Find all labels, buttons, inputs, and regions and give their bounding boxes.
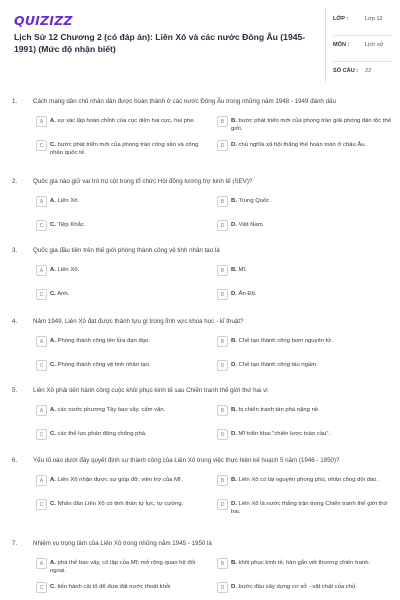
option-badge-b[interactable]: B xyxy=(217,475,228,486)
question-text: Yếu tố nào dưới đây quyết định sự thành công của Liên Xô trong việc thực hiện kế hoạch 5 năm (1946 - 1950)? xyxy=(33,457,340,464)
option-letter: A. xyxy=(50,267,56,273)
option-badge-d[interactable]: D xyxy=(217,220,228,231)
option-body: chủ nghĩa xã hội thắng thế hoàn toàn ở châu Âu. xyxy=(238,142,367,148)
question-number: 6. xyxy=(12,457,18,464)
option-letter: D. xyxy=(231,291,237,297)
option-text xyxy=(50,290,212,298)
option-body: các nước phương Tây bao vây, cấm vận. xyxy=(57,407,166,413)
option-letter: C. xyxy=(50,431,56,437)
question-text: Liên Xô phải tiến hành công cuộc khôi phục kinh tế sau Chiến tranh thế giới thứ hai vì xyxy=(33,387,268,394)
option-letter: D. xyxy=(231,501,237,507)
option-body: Việt Nam. xyxy=(238,222,265,228)
question-text: Quốc gia nào giữ vai trò trụ cột trong tổ chức Hội đồng tương trợ kinh tế (SEV)? xyxy=(33,178,253,185)
option-body: bước đầu xây dựng cơ sở - vật chất của chủ xyxy=(238,584,356,590)
option-badge-d[interactable]: D xyxy=(217,429,228,440)
option-letter: D. xyxy=(231,431,237,437)
option-text xyxy=(50,430,212,438)
option-body: Chế tạo thành công tàu ngầm. xyxy=(238,362,318,368)
subject-label: MÔN : xyxy=(333,42,350,48)
option-text xyxy=(50,500,212,508)
option-badge-a[interactable]: A xyxy=(36,475,47,486)
quizizz-logo: QUIZIZZ xyxy=(14,13,73,28)
question-number: 5. xyxy=(12,387,18,394)
question-text: Năm 1949, Liên Xô đạt được thành tựu gì trong lĩnh vực khoa học - kĩ thuật? xyxy=(33,318,244,325)
option-body: bị chiến tranh tàn phá nặng nề. xyxy=(238,407,320,413)
meta-separator xyxy=(333,61,393,62)
option-letter: A. xyxy=(50,407,56,413)
option-text xyxy=(50,337,212,345)
option-text xyxy=(50,476,212,484)
option-body: Ấn Độ. xyxy=(238,291,257,297)
option-badge-d[interactable]: D xyxy=(217,140,228,151)
option-text xyxy=(50,221,212,229)
option-body: bước phát triển mới của phong trào công sản và công nhân quốc tế. xyxy=(50,142,199,156)
option-body: Mĩ triển khai "chiến lược toàn cầu". xyxy=(238,431,331,437)
question-number: 1. xyxy=(12,98,18,105)
question-number: 4. xyxy=(12,318,18,325)
option-text xyxy=(231,430,393,438)
option-body: Tiệp Khắc. xyxy=(57,222,86,228)
worksheet-header xyxy=(0,0,400,92)
option-text xyxy=(50,406,212,414)
option-text xyxy=(231,290,393,298)
option-letter: B. xyxy=(231,560,237,566)
question-count-label: SỐ CÂU : xyxy=(333,68,359,74)
option-body: Phóng thành công vệ tinh nhân tạo. xyxy=(57,362,151,368)
option-letter: B. xyxy=(231,198,237,204)
option-badge-b[interactable]: B xyxy=(217,558,228,569)
option-badge-c[interactable]: C xyxy=(36,360,47,371)
option-badge-c[interactable]: C xyxy=(36,429,47,440)
option-body: Nhân dân Liên Xô có tinh thần tự lực, tự cường. xyxy=(57,501,184,507)
option-badge-a[interactable]: A xyxy=(36,196,47,207)
option-body: phá thế bao vây, cô lập của Mĩ; mở rộng quan hệ đối ngoại. xyxy=(50,560,196,574)
option-badge-c[interactable]: C xyxy=(36,140,47,151)
option-letter: C. xyxy=(50,501,56,507)
option-letter: A. xyxy=(50,338,56,344)
option-text xyxy=(50,361,212,369)
option-letter: B. xyxy=(231,338,237,344)
option-badge-a[interactable]: A xyxy=(36,336,47,347)
option-body: các thế lực phản động chống phá. xyxy=(57,431,147,437)
option-text xyxy=(231,500,393,516)
option-badge-b[interactable]: B xyxy=(217,265,228,276)
option-letter: B. xyxy=(231,267,237,273)
option-body: Liên Xô có tài nguyên phong phú, nhân công dồi dào. xyxy=(238,477,379,483)
option-text xyxy=(231,406,393,414)
option-body: Liên Xô. xyxy=(57,267,80,273)
option-letter: A. xyxy=(50,198,56,204)
meta-separator xyxy=(333,35,393,36)
option-text xyxy=(50,197,212,205)
option-letter: B. xyxy=(231,477,237,483)
option-text xyxy=(50,117,212,125)
option-badge-b[interactable]: B xyxy=(217,116,228,127)
question-text: Nhiệm vụ trọng tâm của Liên Xô trong những năm 1945 - 1950 là xyxy=(33,540,212,547)
question-count-value: 22 xyxy=(365,68,372,74)
option-badge-d[interactable]: D xyxy=(217,499,228,510)
option-badge-b[interactable]: B xyxy=(217,196,228,207)
option-body: khôi phục kinh tế, hàn gắn vết thương chiến tranh. xyxy=(238,560,371,566)
option-body: bước phát triển mới của phong trào giải phóng dân tộc thế giới. xyxy=(231,118,392,132)
option-text xyxy=(231,266,393,274)
option-badge-c[interactable]: C xyxy=(36,289,47,300)
option-body: tiến hành cải tổ để đưa đất nước thoát khỏi xyxy=(57,584,171,590)
option-body: Anh. xyxy=(57,291,70,297)
option-letter: A. xyxy=(50,477,56,483)
option-badge-b[interactable]: B xyxy=(217,336,228,347)
option-letter: D. xyxy=(231,142,237,148)
option-body: Phóng thành công tên lửa đạn đạo. xyxy=(57,338,150,344)
option-text xyxy=(231,559,393,567)
option-badge-c[interactable]: C xyxy=(36,499,47,510)
option-letter: B. xyxy=(231,118,237,124)
option-text xyxy=(231,361,393,369)
option-body: Chế tạo thành công bom nguyên tử. xyxy=(238,338,333,344)
option-letter: D. xyxy=(231,222,237,228)
option-text xyxy=(50,559,212,575)
question-number: 3. xyxy=(12,247,18,254)
option-badge-b[interactable]: B xyxy=(217,405,228,416)
meta-divider xyxy=(325,8,326,82)
option-text xyxy=(231,117,393,133)
option-letter: B. xyxy=(231,407,237,413)
grade-label: LỚP : xyxy=(333,16,349,22)
option-badge-d[interactable]: D xyxy=(217,289,228,300)
option-letter: D. xyxy=(231,362,237,368)
option-badge-a[interactable]: A xyxy=(36,558,47,569)
option-badge-c[interactable]: C xyxy=(36,220,47,231)
option-body: Liên Xô nhận được sự giúp đỡ, viện trợ của Mĩ. xyxy=(57,477,183,483)
grade-value: Lớp 12 xyxy=(365,16,383,22)
option-letter: A. xyxy=(50,560,56,566)
option-letter: C. xyxy=(50,142,56,148)
option-badge-d[interactable]: D xyxy=(217,360,228,371)
option-body: Liên Xô. xyxy=(57,198,80,204)
option-text xyxy=(231,476,393,484)
option-letter: D. xyxy=(231,584,237,590)
worksheet-title: Lịch Sử 12 Chương 2 (có đáp án): Liên Xô và các nước Đông Âu (1945-1991) (Mức độ nhận biết) xyxy=(14,32,306,54)
option-text xyxy=(231,583,393,591)
question-text: Cách mạng dân chủ nhân dân được hoàn thành ở các nước Đông Âu trong những năm 1948 - 1949 đánh dấu xyxy=(33,98,336,105)
option-text xyxy=(50,141,212,157)
option-badge-c[interactable]: C xyxy=(36,582,47,593)
option-letter: C. xyxy=(50,584,56,590)
option-text xyxy=(231,221,393,229)
option-badge-d[interactable]: D xyxy=(217,582,228,593)
option-body: Mĩ. xyxy=(238,267,247,273)
option-badge-a[interactable]: A xyxy=(36,116,47,127)
option-text xyxy=(231,141,393,149)
option-body: Liên Xô là nước thắng trận trong Chiến tranh thế giới thứ hai. xyxy=(231,501,388,515)
option-badge-a[interactable]: A xyxy=(36,265,47,276)
option-letter: C. xyxy=(50,362,56,368)
option-text xyxy=(231,197,393,205)
option-text xyxy=(231,337,393,345)
option-text xyxy=(50,583,212,591)
option-letter: C. xyxy=(50,222,56,228)
option-badge-a[interactable]: A xyxy=(36,405,47,416)
question-number: 2. xyxy=(12,178,18,185)
option-letter: A. xyxy=(50,118,56,124)
option-body: Trung Quốc. xyxy=(238,198,271,204)
question-number: 7. xyxy=(12,540,18,547)
option-text xyxy=(50,266,212,274)
option-letter: C. xyxy=(50,291,56,297)
question-text: Quốc gia đầu tiên trên thế giới phóng thành công vệ tinh nhân tạo là xyxy=(33,247,220,254)
option-body: sự xác lập hoàn chỉnh của cục diện hai cực, hai phe. xyxy=(57,118,196,124)
subject-value: Lịch sử xyxy=(365,42,384,48)
